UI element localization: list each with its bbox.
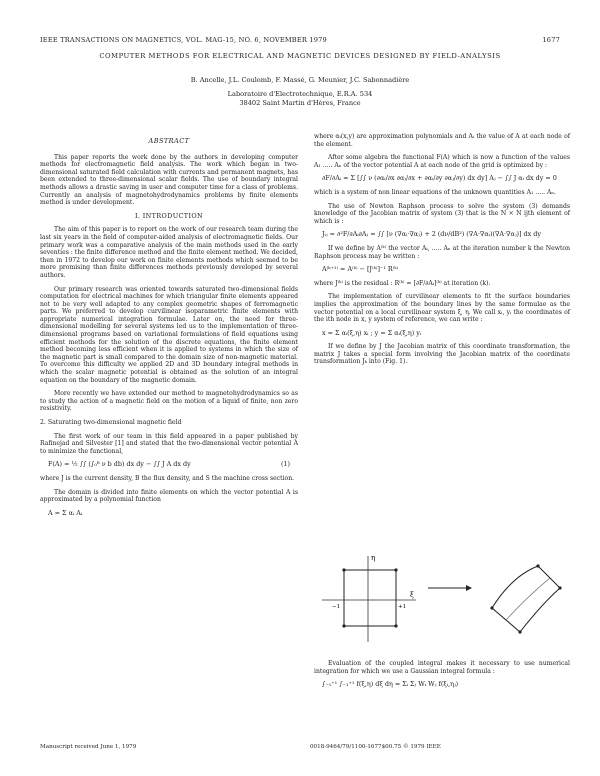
plus-one-label: +1 <box>398 604 407 610</box>
page-number: 1677 <box>542 36 560 44</box>
node <box>394 624 397 627</box>
paragraph: More recently we have extended our method to magnetohydrodynamics so as to study the action of a magnetic field on the motion of a liquid of finite, non zero resistivity. <box>40 390 298 413</box>
paragraph: where J⁽ᵏ⁾ is the residual : R⁽ᵏ⁾ = [∂F/∂Aᵢ]⁽ᵏ⁾ at iteration (k). <box>314 279 491 287</box>
element-mapping-figure <box>316 548 572 648</box>
running-header: IEEE TRANSACTIONS ON MAGNETICS, VOL. MAG-15, NO. 6, NOVEMBER 1979 <box>40 36 327 44</box>
paragraph: Our primary research was oriented towards saturated two-dimensional fields computation for electrical machines for which triangular finite elements appeared not to be very well adapted to any complex geometric shapes of ferromagnetic parts. We preferred to develop curvilinear isoparametric finite elements with appropriate numerical integration formulae. Later on, the need for three-dimensional modelling for several systems led us to the implementation of three-dimensional programs based on variational formulations of field equations using efficient methods for the solution of the discrete equations, the finite element method becoming less efficient when it is applied to systems in which the size of the magnetic part is small compared to the domain size of non-magnetic material. To overcome this difficulty we applied 2D and 3D boundary integral methods in which the scalar magnetic potential is obtained as the solution of an integral equation on the boundary of the magnetic domain. <box>40 285 298 384</box>
footnote-received: Manuscript received June 1, 1979 <box>40 744 137 750</box>
authors: B. Ancelle, J.L. Coulomb, F. Massé, G. Meunier, J.C. Sabonnadière <box>190 76 410 84</box>
minus-one-label: −1 <box>332 604 341 610</box>
paragraph: where αᵢ(x,y) are approximation polynomials and Aᵢ the value of A at each node of the element. <box>314 133 570 148</box>
abstract-text: This paper reports the work done by the authors in developing computer methods for electromagnetic field analysis. The work which began in two-dimensional saturated field calculation with currents and permanent magnets, has been extended to three-dimensional scalar fields. The use of boundary integral methods allows a drastic saving in user and computer time for a class of problems. Currently an analysis of magnetohydrodynamics problems by finite elements method is under development. <box>40 153 298 207</box>
right-column <box>314 133 570 372</box>
equation-5-body: A⁽ᵏ⁺¹⁾ = A⁽ᵏ⁾ − [J⁽ᵏ⁾]⁻¹ R⁽ᵏ⁾ <box>322 265 399 274</box>
paragraph: The use of Newton Raphson process to solve the system (3) demands knowledge of the Jacobian matrix of system (3) that is the N × N ijth element of which is : <box>314 202 570 225</box>
right-column-bottom <box>314 660 570 695</box>
paragraph: which is a system of non linear equations of the unknown quantities A₁ ..... Aₙ. <box>314 188 556 196</box>
equation-3 <box>322 175 570 183</box>
curved-element-midline <box>506 578 550 620</box>
paragraph: If we define by A⁽ᵏ⁾ the vector Aᵢ, ..... Aₙ at the iteration number k the Newton Raphson process may be written : <box>314 244 570 260</box>
paragraph: where J is the current density, B the flux density, and S the machine cross section. <box>40 474 295 482</box>
equation-4-body: Jᵢⱼ = ∂²F/∂Aᵢ∂Aⱼ = ∫∫ [ν (∇αᵢ·∇αⱼ) + 2 (dν/dB²) (∇A·∇αᵢ)(∇A·∇αⱼ)] dx dy <box>322 230 541 239</box>
copyright-line: 0018-9464/79/1100-1677$00.75 © 1979 IEEE <box>310 744 441 750</box>
node <box>490 606 493 609</box>
mapping-arrowhead <box>466 585 472 591</box>
xi-label: ξ <box>410 591 414 599</box>
paragraph: The domain is divided into finite elements on which the vector potential A is approximated by a polynomial function <box>40 488 298 504</box>
section-heading-introduction: I. INTRODUCTION <box>134 211 204 220</box>
equation-2: A = Σ αᵢ Aᵢ <box>48 508 83 517</box>
paragraph: The first work of our team in this field appeared in a paper published by Rafinejad and Silvester [1] and stated that the two-dimensional vector potential A to minimize the functional, <box>40 432 298 455</box>
node <box>342 568 345 571</box>
curved-element <box>492 566 560 632</box>
node <box>394 568 397 571</box>
paragraph: The implementation of curvilinear elements to fit the surface boundaries implies the approximation of the boundary lines by the same formulae as the vector potential on a local curvilinear system ξ, η. We call xᵢ, yᵢ the coordinates of the ith node in x, y system of reference, we can write : <box>314 293 570 324</box>
node <box>536 564 539 567</box>
node <box>558 586 561 589</box>
paragraph: The aim of this paper is to report on the work of our research team during the last six years in the field of computer-aided analysis of electromagnetic fields. Our primary work was a comparative analysis of the main methods used in the early seventies : the finite difference method and the finite element method. We decided, then in 1972 to develop our work on finite elements methods which seemed to be more promising than finite differences methods previously developed by several authors. <box>40 226 298 279</box>
left-column <box>40 134 298 523</box>
paper-title: COMPUTER METHODS FOR ELECTRICAL AND MAGNETIC DEVICES DESIGNED BY FIELD-ANALYSIS <box>99 52 501 60</box>
equation-1 <box>48 461 298 469</box>
equation-1-body: F(A) = ½ ∫∫ (∫₀ᴮ ν b db) dx dy − ∫∫ J A dx dy <box>48 460 191 469</box>
affiliation-line-2: 38402 Saint Martin d'Hères, France <box>239 99 361 107</box>
paragraph: After some algebra the functional F(A) which is now a function of the values A₁ ..... Aₙ of the vector potential A at each node of the grid is optimized by : <box>314 154 570 169</box>
abstract-heading: ABSTRACT <box>148 137 190 145</box>
node <box>518 630 521 633</box>
equation-4 <box>322 231 570 239</box>
equation-1-number: (1) <box>280 460 290 469</box>
paragraph: Evaluation of the coupled integral makes it necessary to use numerical integration for which we use a Gaussian integral formula : <box>314 660 570 675</box>
affiliation-line-1: Laboratoire d'Electrotechnique, E.R.A. 534 <box>227 90 373 98</box>
equation-3-body: ∂F/∂Aᵢ = Σ [∫∫ ν (∂αᵢ/∂x ∂αⱼ/∂x + ∂αᵢ/∂y ∂αⱼ/∂y) dx dy] Aⱼ − ∫∫ J αᵢ dx dy = 0 <box>322 174 557 183</box>
eta-label: η <box>371 554 376 562</box>
equation-7: ∫₋₁⁺¹ ∫₋₁⁺¹ f(ξ,η) dξ dη = Σᵢ Σⱼ Wᵢ Wⱼ f(ξᵢ,ηⱼ) <box>322 680 459 689</box>
node <box>342 624 345 627</box>
paragraph: If we define by J the Jacobian matrix of this coordinate transformation, the matrix J takes a special form involving the Jacobian matrix of the coordinate transformation Jₖ into (Fig. 1). <box>314 343 570 366</box>
reference-square-element <box>344 570 396 626</box>
equation-6-body: x = Σ αᵢ(ξ,η) xᵢ ; y = Σ αᵢ(ξ,η) yᵢ <box>322 328 422 337</box>
section-heading-2d-field: 2. Saturating two-dimensional magnetic field <box>40 419 182 426</box>
equation-5 <box>322 266 570 274</box>
equation-6 <box>322 330 570 338</box>
